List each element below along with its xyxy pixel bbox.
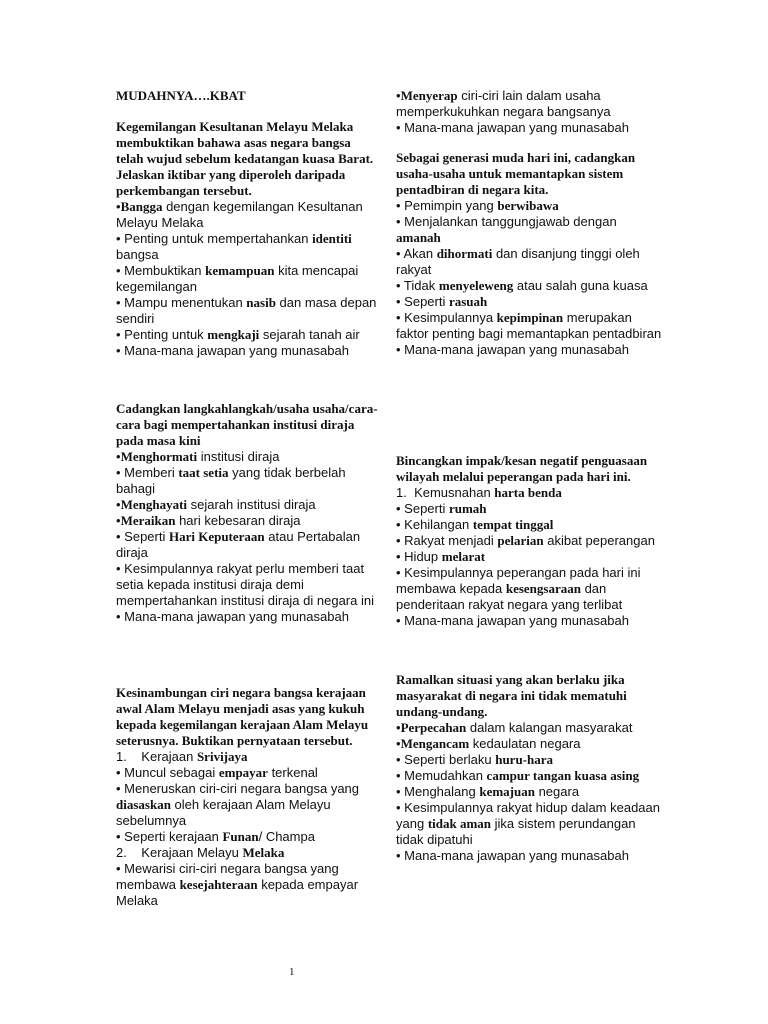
answer-item: • Mewarisi ciri-ciri negara bangsa yang membawa kesejahteraan kepada empayar Melaka xyxy=(116,861,359,908)
answer-item: • Mampu menentukan nasib dan masa depan sendiri xyxy=(116,295,377,326)
answer-item: •Menghormati institusi diraja xyxy=(116,449,280,464)
answer-list xyxy=(396,88,664,136)
section-question: Kesinambungan ciri negara bangsa kerajaan awal Alam Melayu menjadi asas yang kukuh kepada kegemilangan kerajaan Alam Melayu seterusnya. Buktikan pernyataan tersebut. xyxy=(116,685,369,748)
answer-item: • Seperti Hari Keputeraan atau Pertabalan diraja xyxy=(116,529,361,560)
answer-item: • Mana-mana jawapan yang munasabah xyxy=(116,343,349,358)
answer-item: • Tidak menyeleweng atau salah guna kuasa xyxy=(396,278,648,293)
answer-item: • Mana-mana jawapan yang munasabah xyxy=(396,613,629,628)
section-5 xyxy=(396,453,664,629)
answer-item: • Akan dihormati dan disanjung tinggi oleh rakyat xyxy=(396,246,640,277)
answer-item: • Seperti rasuah xyxy=(396,294,488,309)
answer-item: • Seperti berlaku huru-hara xyxy=(396,752,554,767)
section-3 xyxy=(116,685,378,909)
answer-list xyxy=(396,198,664,358)
page-number: 1 xyxy=(289,966,295,978)
section-2 xyxy=(116,401,378,625)
section-question: Kegemilangan Kesultanan Melayu Melaka membuktikan bahawa asas negara bangsa telah wujud sebelum kedatangan kuasa Barat. Jelaskan iktibar yang diperoleh daripada perkembangan tersebut. xyxy=(116,119,374,198)
answer-list xyxy=(396,720,664,864)
section-question: Ramalkan situasi yang akan berlaku jika masyarakat di negara ini tidak mematuhi undang-undang. xyxy=(396,672,627,719)
answer-item: • Menjalankan tanggungjawab dengan amanah xyxy=(396,214,617,245)
answer-item: • Kesimpulannya rakyat perlu memberi taat setia kepada institusi diraja demi mempertahankan institusi diraja di negara ini xyxy=(116,561,374,608)
answer-item: • Mana-mana jawapan yang munasabah xyxy=(396,120,629,135)
answer-item: •Bangga dengan kegemilangan Kesultanan Melayu Melaka xyxy=(116,199,363,230)
section-4 xyxy=(396,150,664,358)
answer-item: • Penting untuk mempertahankan identiti bangsa xyxy=(116,231,352,262)
answer-item: • Seperti kerajaan Funan/ Champa xyxy=(116,829,315,844)
answer-item: •Meraikan hari kebesaran diraja xyxy=(116,513,301,528)
answer-item: • Membuktikan kemampuan kita mencapai kegemilangan xyxy=(116,263,359,294)
answer-list xyxy=(116,449,378,625)
answer-item: • Menghalang kemajuan negara xyxy=(396,784,580,799)
document-title: MUDAHNYA….KBAT xyxy=(116,88,246,103)
answer-list xyxy=(116,199,378,359)
answer-item: •Mengancam kedaulatan negara xyxy=(396,736,581,751)
section-question: Sebagai generasi muda hari ini, cadangkan usaha-usaha untuk memantapkan sistem pentadbiran di negara kita. xyxy=(396,150,636,197)
answer-item: • Kesimpulannya peperangan pada hari ini membawa kepada kesengsaraan dan penderitaan rakyat negara yang terlibat xyxy=(396,565,641,612)
answer-item: • Mana-mana jawapan yang munasabah xyxy=(116,609,349,624)
section-1 xyxy=(116,119,378,359)
answer-item: 1. Kerajaan Srivijaya xyxy=(116,749,248,764)
answer-item: • Kesimpulannya kepimpinan merupakan faktor penting bagi memantapkan pentadbiran xyxy=(396,310,662,341)
answer-item: • Pemimpin yang berwibawa xyxy=(396,198,559,213)
answer-item: 2. Kerajaan Melayu Melaka xyxy=(116,845,285,860)
answer-item: • Mana-mana jawapan yang munasabah xyxy=(396,342,629,357)
section-question: Cadangkan langkahlangkah/usaha usaha/cara-cara bagi mempertahankan institusi diraja pada masa kini xyxy=(116,401,378,448)
answer-item: • Kesimpulannya rakyat hidup dalam keadaan yang tidak aman jika sistem perundangan tidak dipatuhi xyxy=(396,800,660,847)
answer-item: • Kehilangan tempat tinggal xyxy=(396,517,554,532)
answer-item: • Hidup melarat xyxy=(396,549,486,564)
answer-item: 1. Kemusnahan harta benda xyxy=(396,485,562,500)
section-question: Bincangkan impak/kesan negatif penguasaan wilayah melalui peperangan pada hari ini. xyxy=(396,453,648,484)
section-6 xyxy=(396,672,664,864)
answer-item: • Seperti rumah xyxy=(396,501,487,516)
answer-list xyxy=(116,749,378,909)
answer-item: • Memberi taat setia yang tidak berbelah bahagi xyxy=(116,465,346,496)
answer-item: • Memudahkan campur tangan kuasa asing xyxy=(396,768,640,783)
answer-item: • Meneruskan ciri-ciri negara bangsa yang diasaskan oleh kerajaan Alam Melayu sebelumnya xyxy=(116,781,360,828)
section-3-continued xyxy=(396,88,664,136)
answer-item: • Rakyat menjadi pelarian akibat peperangan xyxy=(396,533,655,548)
answer-item: • Mana-mana jawapan yang munasabah xyxy=(396,848,629,863)
answer-list xyxy=(396,485,664,629)
answer-item: • Penting untuk mengkaji sejarah tanah air xyxy=(116,327,360,342)
answer-item: •Menyerap ciri-ciri lain dalam usaha memperkukuhkan negara bangsanya xyxy=(396,88,611,119)
answer-item: •Perpecahan dalam kalangan masyarakat xyxy=(396,720,633,735)
answer-item: •Menghayati sejarah institusi diraja xyxy=(116,497,316,512)
answer-item: • Muncul sebagai empayar terkenal xyxy=(116,765,318,780)
